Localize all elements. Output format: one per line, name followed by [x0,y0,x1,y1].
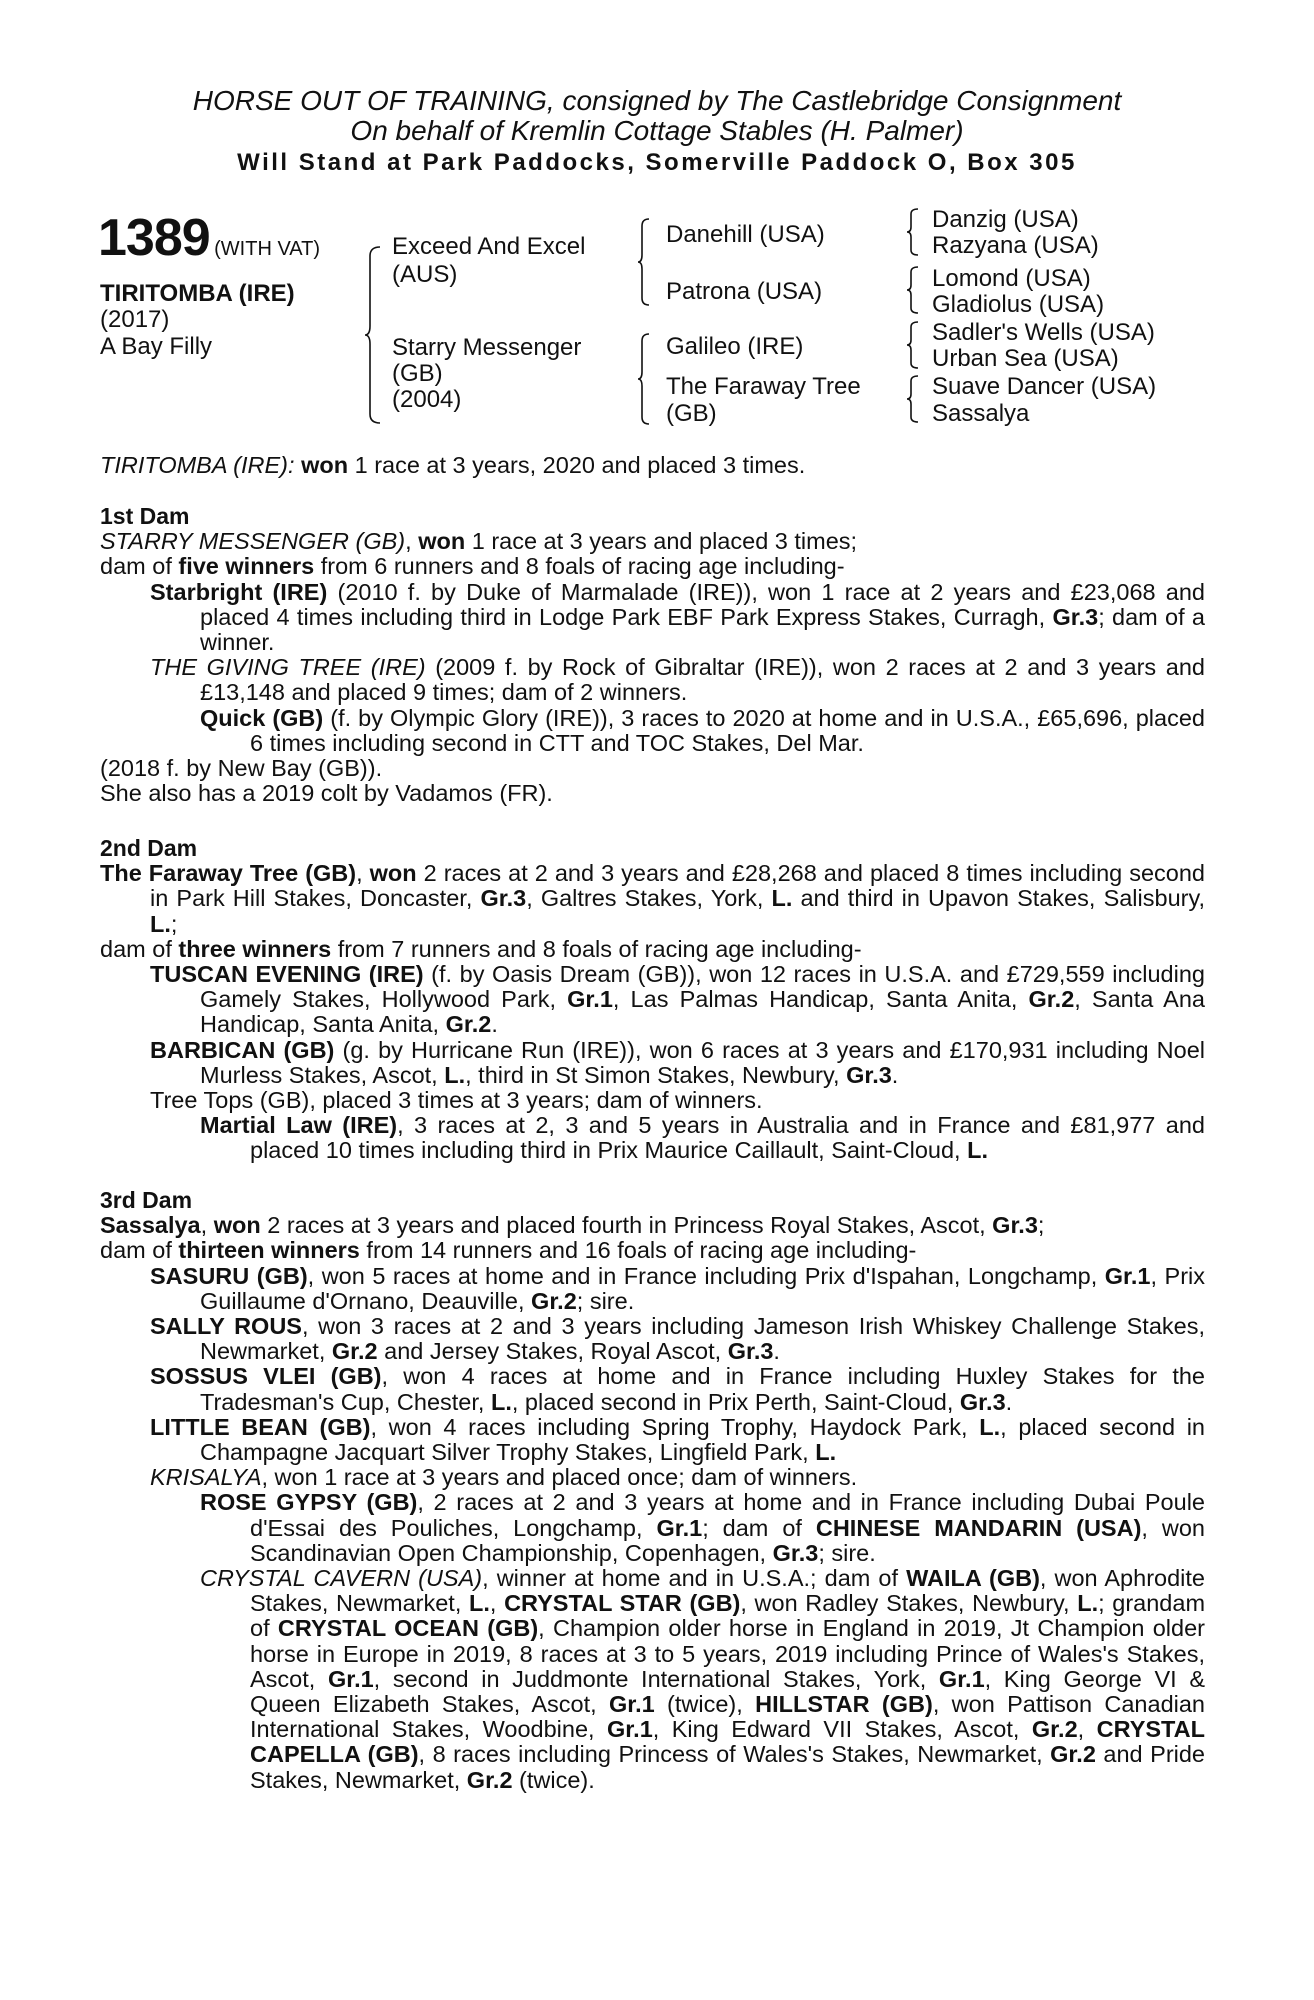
g3-5: Sadler's Wells (USA) [932,319,1155,346]
first-dam-entry: Starbright (IRE) (2010 f. by Duke of Marmalade (IRE)), won 1 race at 2 years and £23,068 and placed 4 times including third in Lodge Park EBF Park Express Stakes, Curragh, Gr.3; dam of a winner. [150,578,1206,656]
g3-4: Gladiolus (USA) [932,291,1105,318]
dam-origin: (GB) [392,360,443,387]
pedigree-brace-3b [906,266,920,314]
dam-dam: The Faraway Tree [666,373,861,400]
pedigree-brace-3d [906,375,920,423]
pedigree-brace-1 [364,246,382,424]
horse-description: A Bay Filly [100,333,213,360]
g3-3: Lomond (USA) [932,265,1091,292]
consignor-line: HORSE OUT OF TRAINING, consigned by The Castlebridge Consignment [192,85,1122,116]
first-dam-entry: THE GIVING TREE (IRE) (2009 f. by Rock of Gibraltar (IRE)), won 2 races at 2 and 3 years and £13,148 and placed 9 times; dam of 2 winners. [150,654,1205,706]
second-dam-intro: The Faraway Tree (GB), won 2 races at 2 and 3 years and £28,268 and placed 8 times including second in Park Hill Stakes, Doncaster, Gr.3, Galtres Stakes, York, L. and third in Upavon Stakes, Salisbury, L.; [100,860,1206,937]
g3-7: Suave Dancer (USA) [932,373,1157,400]
first-dam-produce-summary: dam of five winners from 6 runners and 8 foals of racing age including- [100,553,845,580]
lot-number: 1389 [98,209,210,267]
summary-name: TIRITOMBA (IRE): [100,452,295,478]
pedigree-brace-3a [906,208,920,256]
third-dam-intro: Sassalya, won 2 races at 3 years and placed fourth in Princess Royal Stakes, Ascot, Gr.3; [100,1212,1045,1239]
dam-year: (2004) [392,386,462,413]
third-dam-entry: ROSE GYPSY (GB), 2 races at 2 and 3 years at home and in France including Dubai Poule d'Essai des Pouliches, Longchamp, Gr.1; dam of CHINESE MANDARIN (USA), won Scandinavian Open Championship, Copenhagen, Gr.3; sire. [200,1489,1205,1566]
third-dam-entry: KRISALYA, won 1 race at 3 years and placed once; dam of winners. [150,1464,858,1491]
pedigree-brace-3c [906,321,920,369]
dam-sire: Galileo (IRE) [666,333,804,360]
summary-rest: 1 race at 3 years, 2020 and placed 3 times. [348,452,806,478]
vat-label: (WITH VAT) [214,238,321,260]
third-dam-entry: LITTLE BEAN (GB), won 4 races including Spring Trophy, Haydock Park, L., placed second in Champagne Jacquart Silver Trophy Stakes, Lingfield Park, L. [150,1413,1205,1466]
horse-year: (2017) [100,306,170,333]
on-behalf-line: On behalf of Kremlin Cottage Stables (H. Palmer) [350,115,964,146]
lot-number-row [98,208,320,268]
third-dam-entry: SOSSUS VLEI (GB), won 4 races at home and in France including Huxley Stakes for the Tradesman's Cup, Chester, L., placed second in Prix Perth, Saint-Cloud, Gr.3. [150,1363,1205,1415]
pedigree-brace-2a [637,218,651,306]
sire-origin: (AUS) [392,261,458,288]
g3-2: Razyana (USA) [932,232,1099,259]
first-dam-title: 1st Dam [100,503,190,529]
first-dam-intro: STARRY MESSENGER (GB), won 1 race at 3 years and placed 3 times; [100,528,858,555]
location-line: Will Stand at Park Paddocks, Somerville Paddock O, Box 305 [237,149,1077,176]
pedigree-brace-2b [637,333,651,425]
second-dam-section [100,836,1205,1164]
first-dam-section [100,504,1205,806]
horse-name: TIRITOMBA (IRE) [100,280,295,307]
second-dam-entry: TUSCAN EVENING (IRE) (f. by Oasis Dream (GB)), won 12 races in U.S.A. and £729,559 including Gamely Stakes, Hollywood Park, Gr.1, Las Palmas Handicap, Santa Anita, Gr.2, Santa Ana Handicap, Santa Anita, Gr.2. [150,961,1205,1038]
dam-dam-origin: (GB) [666,400,717,427]
sire-name: Exceed And Excel [392,233,586,260]
first-dam-entry: (2018 f. by New Bay (GB)). [100,755,383,782]
second-dam-entry: Tree Tops (GB), placed 3 times at 3 years; dam of winners. [150,1087,763,1114]
dam-name: Starry Messenger [392,334,582,361]
third-dam-produce-summary: dam of thirteen winners from 14 runners and 16 foals of racing age including- [100,1237,917,1264]
g3-8: Sassalya [932,400,1030,427]
third-dam-entry: SASURU (GB), won 5 races at home and in France including Prix d'Ispahan, Longchamp, Gr.1, Prix Guillaume d'Ornano, Deauville, Gr.2; sire. [150,1262,1206,1314]
second-dam-title: 2nd Dam [100,835,198,861]
summary-won: won [301,452,349,478]
third-dam-section [100,1188,1205,1793]
second-dam-produce-summary: dam of three winners from 7 runners and 8 foals of racing age including- [100,935,862,962]
first-dam-entry: She also has a 2019 colt by Vadamos (FR). [100,780,553,807]
sire-dam: Patrona (USA) [666,278,823,305]
g3-1: Danzig (USA) [932,206,1079,233]
third-dam-title: 3rd Dam [100,1187,193,1213]
race-summary [100,452,805,479]
sire-sire: Danehill (USA) [666,221,825,248]
third-dam-entry: SALLY ROUS, won 3 races at 2 and 3 years including Jameson Irish Whiskey Challenge Stakes, Newmarket, Gr.2 and Jersey Stakes, Royal Ascot, Gr.3. [150,1313,1205,1365]
first-dam-entry: Quick (GB) (f. by Olympic Glory (IRE)), 3 races to 2020 at home and in U.S.A., £65,696, placed 6 times including second in CTT and TOC Stakes, Del Mar. [200,704,1205,756]
second-dam-entry: Martial Law (IRE), 3 races at 2, 3 and 5 years in Australia and in France and £81,977 and placed 10 times including third in Prix Maurice Caillault, Saint-Cloud, L. [200,1112,1205,1164]
g3-6: Urban Sea (USA) [932,345,1119,372]
third-dam-entry: CRYSTAL CAVERN (USA), winner at home and in U.S.A.; dam of WAILA (GB), won Aphrodite Stakes, Newmarket, L., CRYSTAL STAR (GB), won Radley Stakes, Newbury, L.; grandam of CRYSTAL OCEAN (GB), Champion older horse in England in 2019, Jt Champion older horse in Europe in 2019, 8 races at 3 to 5 years, 2019 including Prince of Wales's Stakes, Ascot, Gr.1, second in Juddmonte International Stakes, York, Gr.1, King George VI & Queen Elizabeth Stakes, Ascot, Gr.1 (twice), HILLSTAR (GB), won Pattison Canadian International Stakes, Woodbine, Gr.1, King Edward VII Stakes, Ascot, Gr.2, CRYSTAL CAPELLA (GB), 8 races including Princess of Wales's Stakes, Newmarket, Gr.2 and Pride Stakes, Newmarket, Gr.2 (twice). [200,1565,1206,1793]
second-dam-entry: BARBICAN (GB) (g. by Hurricane Run (IRE)), won 6 races at 3 years and £170,931 including Noel Murless Stakes, Ascot, L., third in St Simon Stakes, Newbury, Gr.3. [150,1036,1205,1088]
